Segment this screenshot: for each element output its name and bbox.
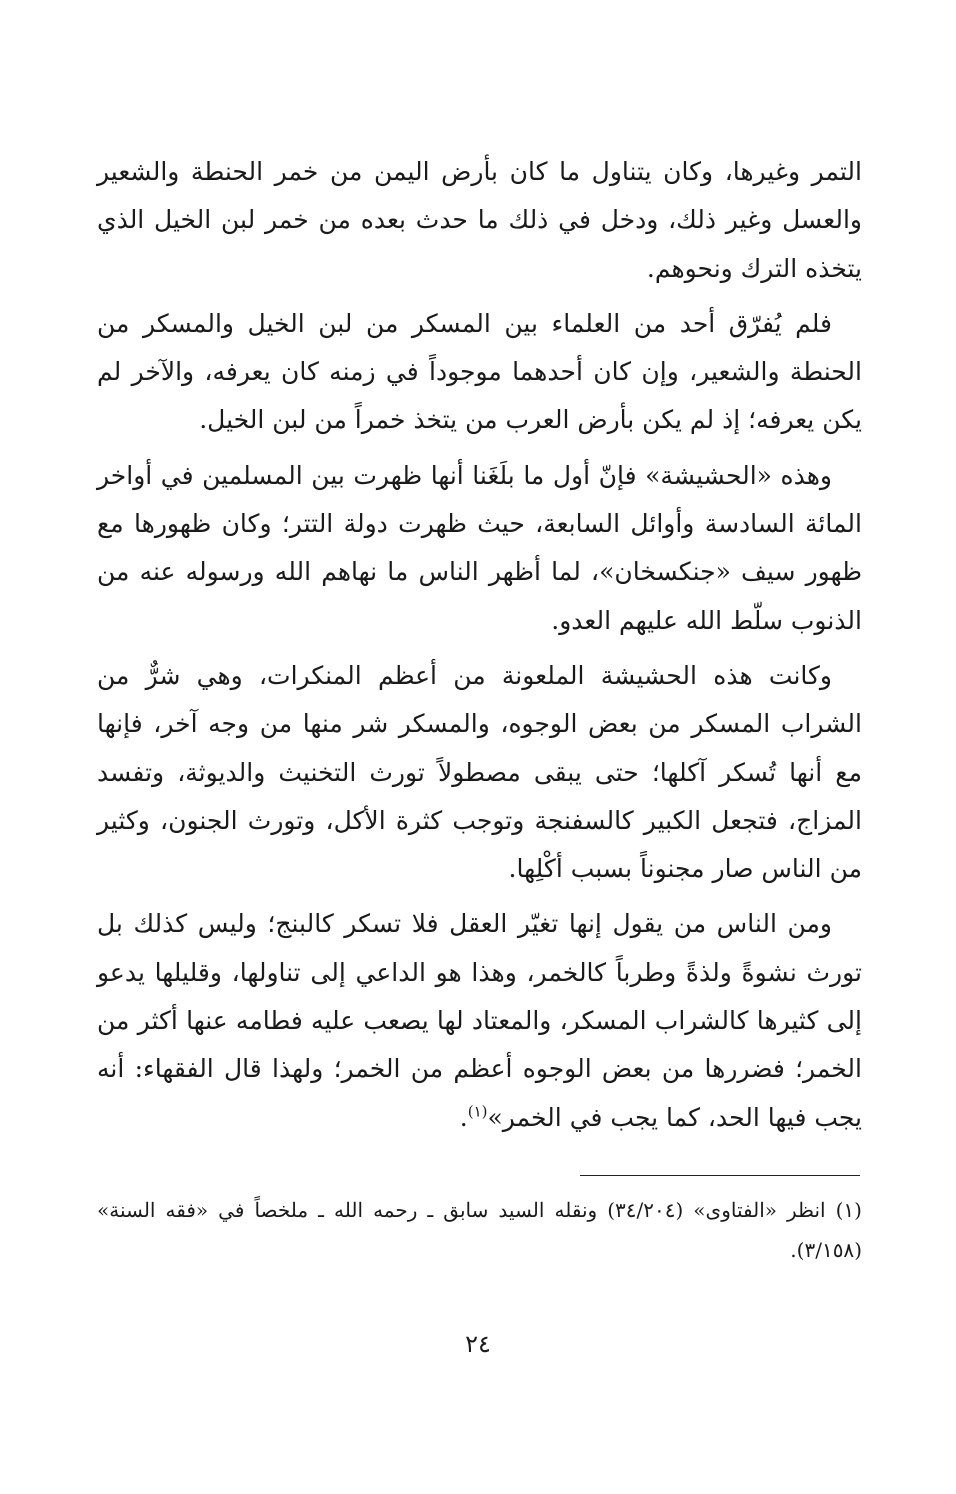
paragraph-4: وكانت هذه الحشيشة الملعونة من أعظم المنكرات، وهي شرٌّ من الشراب المسكر من بعض الوجوه، والمسكر شر منها من وجه آخر، فإنها مع أنها تُسكر آكلها؛ حتى يبقى مصطولاً تورث التخنيث والديوثة، وتفسد المزاج، فتجعل الكبير كالسفنجة وتوجب كثرة الأكل، وتورث الجنون، وكثير من الناس صار مجنوناً بسبب أكْلِها.: [97, 660, 862, 884]
footnote: (١) انظر «الفتاوى» (٣٤/٢٠٤) ونقله السيد سابق ـ رحمه الله ـ ملخصاً في «فقه السنة» (٣/١٥٨).: [97, 1198, 862, 1262]
paragraph-2: فلم يُفرّق أحد من العلماء بين المسكر من لبن الخيل والمسكر من الحنطة والشعير، وإن كان أحدهما موجوداً في زمنه كان يعرفه، والآخر لم يكن يعرفه؛ إذ لم يكن بأرض العرب من يتخذ خمراً من لبن الخيل.: [97, 308, 862, 435]
paragraph-3: وهذه «الحشيشة» فإنّ أول ما بلَغَنا أنها ظهرت بين المسلمين في أواخر المائة السادسة وأوائل السابعة، حيث ظهرت دولة التتر؛ وكان ظهورها مع ظهور سيف «جنكسخان»، لما أظهر الناس ما نهاهم الله ورسوله عنه من الذنوب سلّط الله عليهم العدو.: [97, 460, 862, 635]
body-text: [97, 148, 862, 1149]
paragraph-5-end: .: [459, 1102, 468, 1132]
footnote-divider: [580, 1175, 860, 1176]
paragraph-1: التمر وغيرها، وكان يتناول ما كان بأرض اليمن من خمر الحنطة والشعير والعسل وغير ذلك، ودخل في ذلك ما حدث بعده من خمر لبن الخيل الذي يتخذه الترك ونحوهم.: [97, 157, 862, 283]
paragraph-5-text: ومن الناس من يقول إنها تغيّر العقل فلا تسكر كالبنج؛ وليس كذلك بل تورث نشوةً ولذةً وطرباً كالخمر، وهذا هو الداعي إلى تناولها، وقليلها يدعو إلى كثيرها كالشراب المسكر، والمعتاد لها يصعب عليه فطامه عنها أكثر من الخمر؛ فضررها من بعض الوجوه أعظم من الخمر؛ ولهذا قال الفقهاء: أنه يجب فيها الحد، كما يجب في الخمر»: [97, 909, 862, 1132]
paragraph-5: [97, 900, 862, 1141]
page-number: ٢٤: [465, 1330, 491, 1358]
footnote-reference: (١): [467, 1102, 488, 1121]
